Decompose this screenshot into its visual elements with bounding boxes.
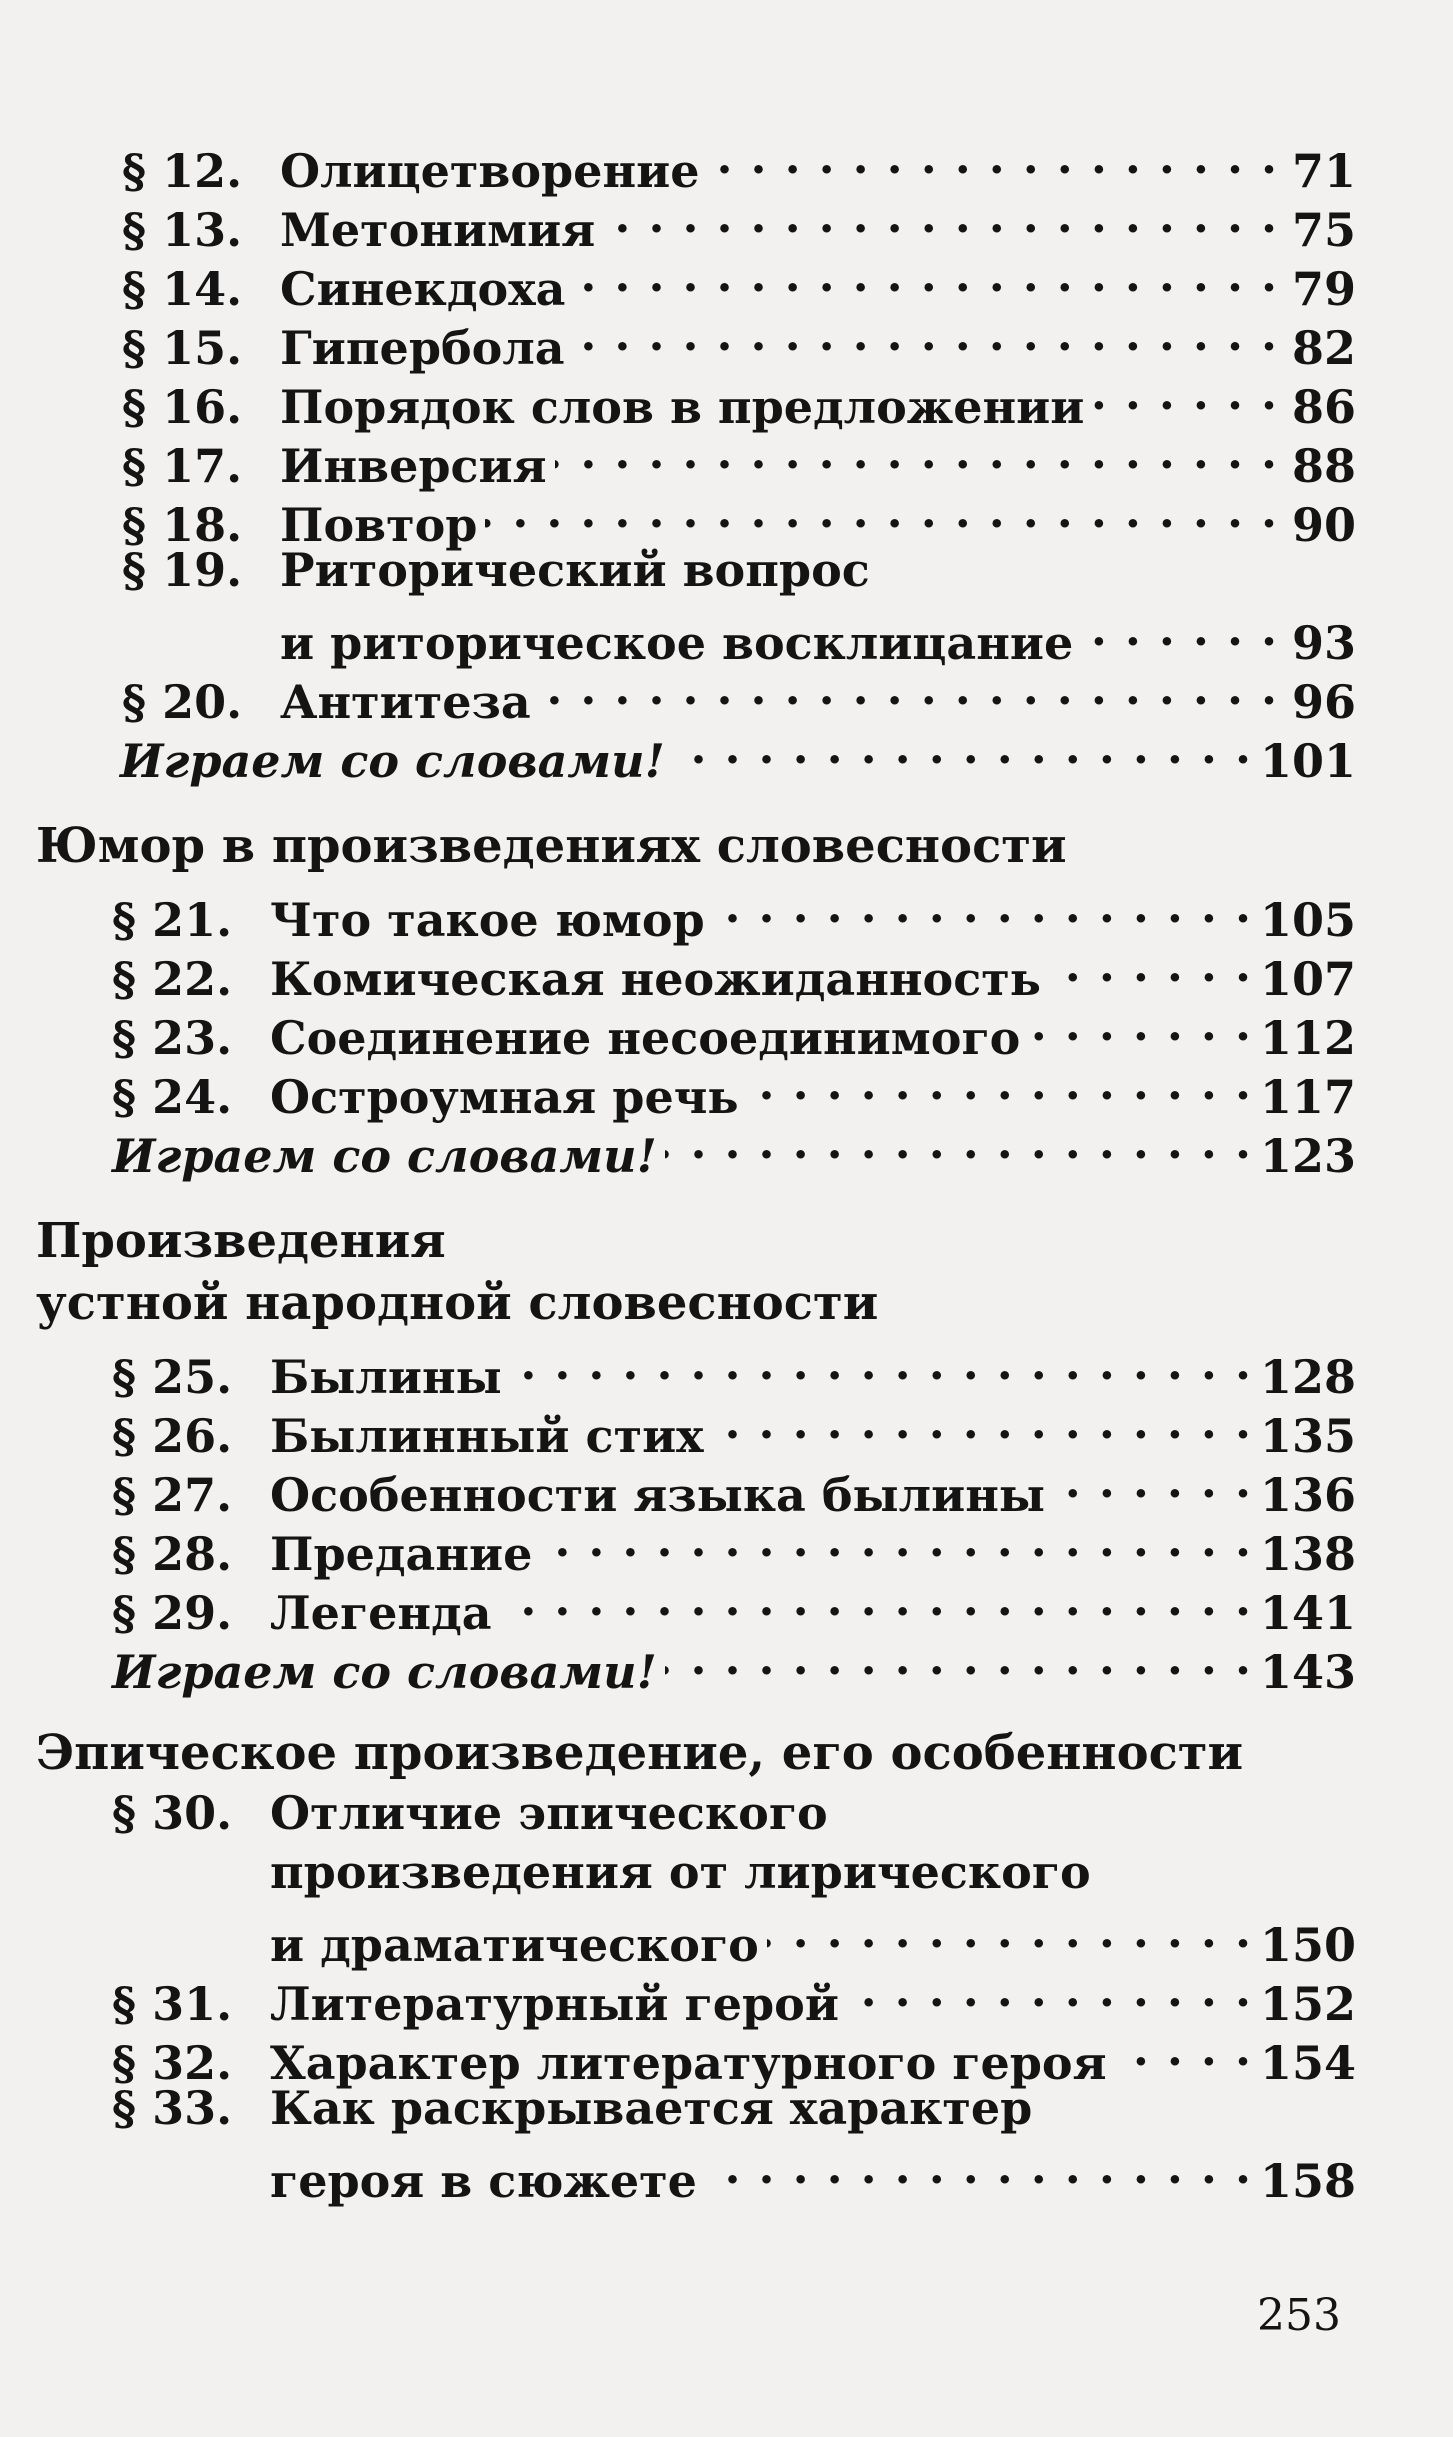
toc-entry[interactable] (122, 128, 1356, 198)
leader-dots (705, 2138, 1252, 2197)
entry-page: 90 (1291, 498, 1356, 552)
entry-page: 141 (1259, 1586, 1356, 1640)
entry-title: Отличие эпического (270, 1786, 828, 1840)
leader-dots (573, 305, 1278, 364)
entry-number: § 25. (112, 1350, 233, 1404)
entry-title: Гипербола (280, 321, 565, 375)
leader-dots (539, 659, 1278, 718)
entry-number: § 14. (122, 262, 243, 316)
toc-entry[interactable] (122, 541, 1356, 600)
leader-dots (708, 128, 1278, 187)
toc-entry-continuation[interactable] (112, 2138, 1356, 2208)
leader-dots (665, 1629, 1252, 1688)
toc-section-figures (36, 128, 1356, 729)
entry-number: § 23. (112, 1011, 233, 1065)
entry-page: 138 (1259, 1527, 1356, 1581)
chapter-heading[interactable]: Юмор в произведениях словесности (36, 818, 1067, 874)
entry-title: Характер литературного героя (270, 2036, 1107, 2090)
entry-number: § 26. (112, 1409, 233, 1463)
leader-dots (713, 877, 1252, 936)
entry-title: Играем со словами! (120, 734, 665, 788)
entry-page: 152 (1259, 1977, 1356, 2031)
leader-dots (485, 482, 1278, 541)
entry-number: § 21. (112, 893, 233, 947)
chapter-heading[interactable]: Эпическое произведение, его особенности (36, 1725, 1244, 1781)
entry-title: Инверсия (280, 439, 547, 493)
entry-title: и риторическое восклицание (280, 616, 1074, 670)
entry-title: Олицетворение (280, 144, 700, 198)
leader-dots (1081, 600, 1278, 659)
entry-number: § 15. (122, 321, 243, 375)
entry-page: 71 (1291, 144, 1356, 198)
entry-number: § 27. (112, 1468, 233, 1522)
leader-dots (847, 1961, 1252, 2020)
toc-entry-continuation[interactable] (112, 1902, 1356, 1972)
entry-page: 117 (1259, 1070, 1356, 1124)
entry-number: § 13. (122, 203, 243, 257)
toc-section-epic (36, 1784, 1356, 2208)
leader-dots (1049, 936, 1252, 995)
entry-number: § 29. (112, 1586, 233, 1640)
toc-entry[interactable] (112, 1784, 1356, 1843)
entry-page: 75 (1291, 203, 1356, 257)
toc-section-humor (36, 877, 1356, 1124)
page-number: 253 (1257, 2290, 1341, 2341)
entry-page: 112 (1259, 1011, 1356, 1065)
entry-page: 93 (1291, 616, 1356, 670)
entry-title: Повтор (280, 498, 478, 552)
toc-entry[interactable] (112, 877, 1356, 947)
table-of-contents (36, 128, 1356, 2208)
entry-page: 96 (1291, 675, 1356, 729)
entry-page: 101 (1259, 734, 1356, 788)
entry-title: героя в сюжете (270, 2154, 697, 2208)
entry-number: § 31. (112, 1977, 233, 2031)
leader-dots (510, 1334, 1252, 1393)
toc-entry[interactable] (112, 1334, 1356, 1404)
entry-page: 158 (1259, 2154, 1356, 2208)
entry-page: 105 (1259, 893, 1356, 947)
entry-page: 128 (1259, 1350, 1356, 1404)
entry-title: Литературный герой (270, 1977, 839, 2031)
toc-entry[interactable] (112, 2079, 1356, 2138)
leader-dots (603, 187, 1278, 246)
leader-dots (573, 246, 1278, 305)
entry-number: § 22. (112, 952, 233, 1006)
chapter-heading[interactable]: Произведения (36, 1213, 446, 1269)
chapter-heading-line2: устной народной словесности (36, 1275, 879, 1331)
leader-dots (500, 1570, 1252, 1629)
leader-dots (665, 1113, 1252, 1172)
entry-title: Играем со словами! (112, 1129, 657, 1183)
entry-title: Порядок слов в предложении (280, 380, 1085, 434)
toc-entry-continuation[interactable] (112, 1843, 1356, 1902)
entry-number: § 30. (112, 1786, 233, 1840)
entry-title: Предание (270, 1527, 533, 1581)
entry-page: 123 (1259, 1129, 1356, 1183)
toc-entry-continuation[interactable] (122, 600, 1356, 670)
entry-number: § 24. (112, 1070, 233, 1124)
entry-title: Метонимия (280, 203, 596, 257)
entry-title: Комическая неожиданность (270, 952, 1041, 1006)
entry-number: § 32. (112, 2036, 233, 2090)
leader-dots (747, 1054, 1252, 1113)
toc-section-folklore (36, 1334, 1356, 1640)
entry-title: Особенности языка былины (270, 1468, 1045, 1522)
entry-title: Риторический вопрос (280, 543, 870, 597)
entry-title: Синекдоха (280, 262, 566, 316)
leader-dots (673, 718, 1252, 777)
entry-page: 82 (1291, 321, 1356, 375)
entry-number: § 18. (122, 498, 243, 552)
leader-dots (1115, 2020, 1252, 2079)
leader-dots (1028, 995, 1252, 1054)
entry-title: Остроумная речь (270, 1070, 739, 1124)
leader-dots (1092, 364, 1278, 423)
entry-page: 150 (1259, 1918, 1356, 1972)
entry-page: 154 (1259, 2036, 1356, 2090)
entry-page: 135 (1259, 1409, 1356, 1463)
entry-page: 88 (1291, 439, 1356, 493)
entry-number: § 19. (122, 543, 243, 597)
leader-dots (712, 1393, 1252, 1452)
entry-title: Как раскрывается характер (270, 2081, 1033, 2135)
entry-title: Что такое юмор (270, 893, 705, 947)
leader-dots (540, 1511, 1252, 1570)
leader-dots (555, 423, 1278, 482)
entry-title: Соединение несоединимого (270, 1011, 1021, 1065)
entry-number: § 16. (122, 380, 243, 434)
leader-dots (767, 1902, 1252, 1961)
entry-title: Антитеза (280, 675, 531, 729)
entry-page: 107 (1259, 952, 1356, 1006)
entry-title: и драматического (270, 1918, 759, 1972)
entry-title: Играем со словами! (112, 1645, 657, 1699)
entry-title: Былинный стих (270, 1409, 704, 1463)
entry-title: произведения от лирического (270, 1845, 1091, 1899)
entry-number: § 17. (122, 439, 243, 493)
entry-number: § 28. (112, 1527, 233, 1581)
entry-number: § 12. (122, 144, 243, 198)
entry-number: § 33. (112, 2081, 233, 2135)
entry-page: 143 (1259, 1645, 1356, 1699)
entry-page: 86 (1291, 380, 1356, 434)
entry-title: Легенда (270, 1586, 492, 1640)
leader-dots (1053, 1452, 1252, 1511)
entry-number: § 20. (122, 675, 243, 729)
entry-page: 79 (1291, 262, 1356, 316)
entry-page: 136 (1259, 1468, 1356, 1522)
entry-title: Былины (270, 1350, 502, 1404)
